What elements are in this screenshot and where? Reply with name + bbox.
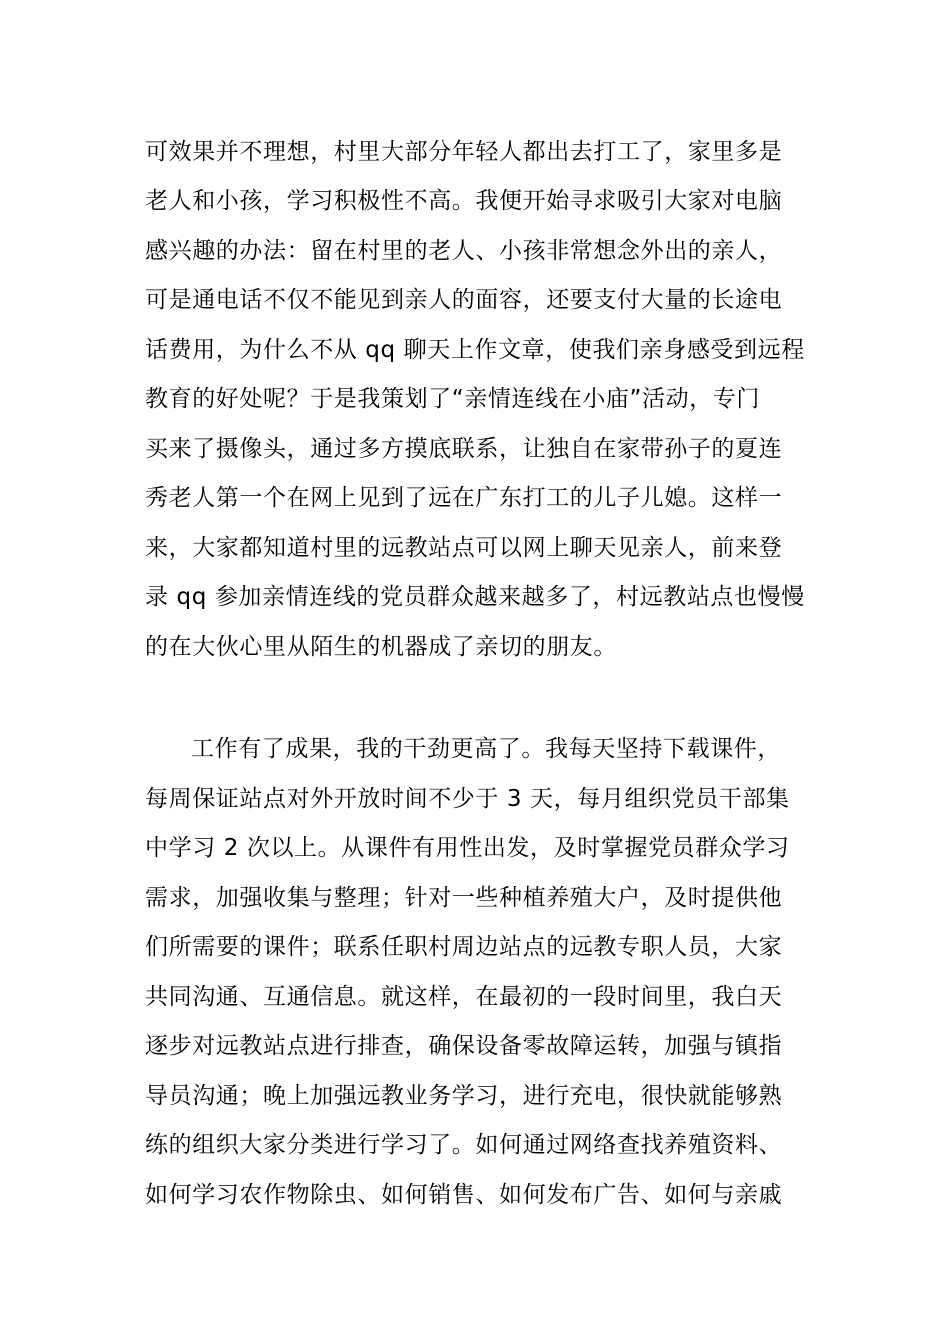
paragraph-1-line: 教育的好处呢？于是我策划了“亲情连线在小庙”活动，专门: [145, 386, 761, 412]
paragraph-2-line: 如何学习农作物除虫、如何销售、如何发布广告、如何与亲戚: [145, 1182, 783, 1208]
paragraph-1-line: 的在大伙心里从陌生的机器成了亲切的朋友。: [145, 634, 617, 660]
paragraph-2-line: 导员沟通；晚上加强远教业务学习，进行充电，很快就能够熟: [145, 1083, 783, 1109]
paragraph-1-line: 来，大家都知道村里的远教站点可以网上聊天见亲人，前来登: [145, 535, 783, 561]
paragraph-2-line: 逐步对远教站点进行排查，确保设备零故障运转，加强与镇指: [145, 1033, 783, 1059]
paragraph-2-line: 共同沟通、互通信息。就这样，在最初的一段时间里，我白天: [145, 984, 783, 1010]
paragraph-2-line: 工作有了成果，我的干劲更高了。我每天坚持下载课件，: [191, 736, 781, 762]
paragraph-1-line: 可效果并不理想，村里大部分年轻人都出去打工了，家里多是: [145, 139, 783, 165]
paragraph-2-line: 中学习 2 次以上。从课件有用性出发，及时掌握党员群众学习: [145, 835, 790, 861]
paragraph-2-line: 们所需要的课件；联系任职村周边站点的远教专职人员，大家: [145, 934, 783, 960]
paragraph-1-line: 感兴趣的办法：留在村里的老人、小孩非常想念外出的亲人，: [145, 238, 783, 264]
paragraph-1-line: 可是通电话不仅不能见到亲人的面容，还要支付大量的长途电: [145, 287, 783, 313]
paragraph-2-line: 需求，加强收集与整理；针对一些种植养殖大户，及时提供他: [145, 885, 783, 911]
paragraph-1-line: 买来了摄像头，通过多方摸底联系，让独自在家带孙子的夏连: [145, 436, 783, 462]
paragraph-1-line: 话费用，为什么不从 qq 聊天上作文章，使我们亲身感受到远程: [145, 337, 805, 363]
paragraph-2-line: 练的组织大家分类进行学习了。如何通过网络查找养殖资料、: [145, 1132, 783, 1158]
paragraph-1-line: 秀老人第一个在网上见到了远在广东打工的儿子儿媳。这样一: [145, 485, 783, 511]
paragraph-1-line: 录 qq 参加亲情连线的党员群众越来越多了，村远教站点也慢慢: [145, 584, 805, 610]
paragraph-1-line: 老人和小孩，学习积极性不高。我便开始寻求吸引大家对电脑: [145, 188, 783, 214]
paragraph-2-line: 每周保证站点对外开放时间不少于 3 天，每月组织党员干部集: [145, 786, 790, 812]
